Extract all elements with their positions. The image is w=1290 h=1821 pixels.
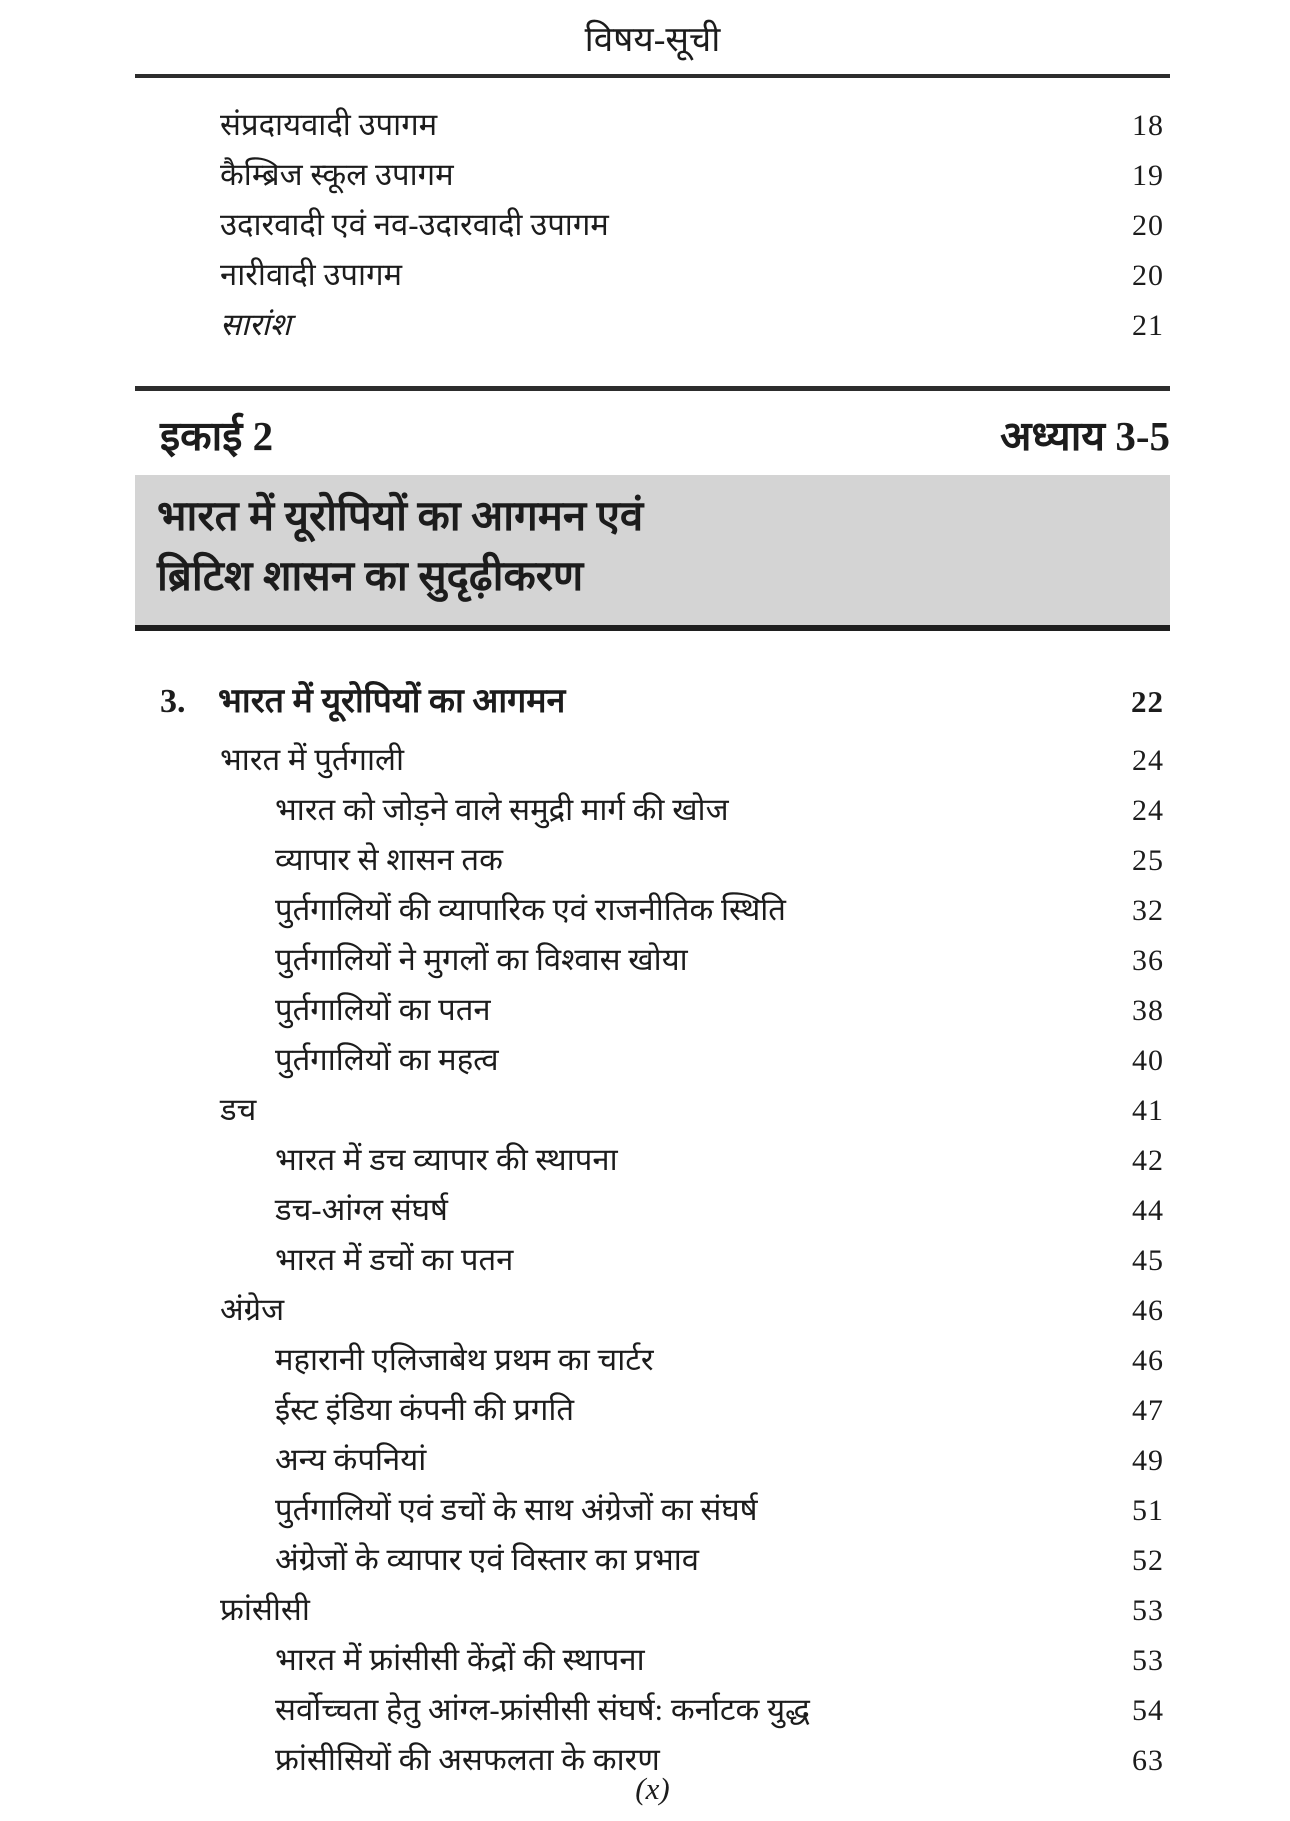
toc-entry-page: 24 bbox=[1132, 744, 1164, 777]
toc-row bbox=[135, 300, 1170, 350]
toc-entry-label: अंग्रेजों के व्यापार एवं विस्तार का प्रभाव bbox=[275, 1542, 700, 1577]
unit-title-band bbox=[135, 475, 1170, 625]
toc-entry-page: 53 bbox=[1132, 1594, 1164, 1627]
toc-row bbox=[135, 150, 1170, 200]
toc-row bbox=[135, 785, 1170, 835]
toc-entry-page: 47 bbox=[1132, 1394, 1164, 1427]
unit-header-row bbox=[135, 411, 1170, 461]
toc-row bbox=[135, 1035, 1170, 1085]
toc-entry-page: 20 bbox=[1132, 209, 1164, 242]
chapter-title: भारत में यूरोपियों का आगमन bbox=[218, 683, 566, 720]
toc-entry-page: 20 bbox=[1132, 259, 1164, 292]
toc-row bbox=[135, 1535, 1170, 1585]
toc-row bbox=[135, 1635, 1170, 1685]
unit-number-label: इकाई 2 bbox=[160, 413, 274, 459]
toc-entry-label: महारानी एलिजाबेथ प्रथम का चार्टर bbox=[275, 1342, 654, 1377]
toc-entry-page: 45 bbox=[1132, 1244, 1164, 1277]
toc-entry-page: 24 bbox=[1132, 794, 1164, 827]
toc-entries-list bbox=[135, 735, 1170, 1785]
toc-entry-label: डच-आंग्ल संघर्ष bbox=[275, 1192, 448, 1227]
toc-row bbox=[135, 250, 1170, 300]
toc-row bbox=[135, 935, 1170, 985]
toc-row bbox=[135, 1135, 1170, 1185]
band-bottom-rule bbox=[135, 625, 1170, 631]
toc-entry-label: पुर्तगालियों का महत्व bbox=[275, 1042, 499, 1077]
toc-entry-page: 32 bbox=[1132, 894, 1164, 927]
toc-row bbox=[135, 1335, 1170, 1385]
toc-entry-page: 49 bbox=[1132, 1444, 1164, 1477]
toc-entry-label: भारत में डच व्यापार की स्थापना bbox=[275, 1142, 618, 1177]
toc-entry-label: अन्य कंपनियां bbox=[275, 1442, 427, 1477]
toc-entry-label: उदारवादी एवं नव-उदारवादी उपागम bbox=[220, 207, 609, 242]
toc-entry-label: फ्रांसीसियों की असफलता के कारण bbox=[275, 1742, 660, 1777]
toc-entry-label: भारत को जोड़ने वाले समुद्री मार्ग की खोज bbox=[275, 792, 729, 827]
toc-row bbox=[135, 835, 1170, 885]
toc-entry-label: सर्वोच्चता हेतु आंग्ल-फ्रांसीसी संघर्ष: कर्नाटक युद्ध bbox=[275, 1692, 810, 1727]
toc-entry-label: सारांश bbox=[220, 307, 291, 342]
toc-entry-page: 46 bbox=[1132, 1294, 1164, 1327]
toc-entry-label: पुर्तगालियों ने मुगलों का विश्वास खोया bbox=[275, 942, 688, 977]
toc-row bbox=[135, 1085, 1170, 1135]
toc-entry-page: 54 bbox=[1132, 1694, 1164, 1727]
toc-entry-page: 19 bbox=[1132, 159, 1164, 192]
toc-entry-label: डच bbox=[220, 1092, 257, 1127]
toc-entry-page: 42 bbox=[1132, 1144, 1164, 1177]
toc-row bbox=[135, 1285, 1170, 1335]
toc-row bbox=[135, 1485, 1170, 1535]
toc-entry-page: 21 bbox=[1132, 309, 1164, 342]
toc-row bbox=[135, 735, 1170, 785]
chapter-number: 3. bbox=[160, 683, 186, 720]
toc-entry-page: 51 bbox=[1132, 1494, 1164, 1527]
toc-row bbox=[135, 985, 1170, 1035]
toc-entry-label: पुर्तगालियों एवं डचों के साथ अंग्रेजों का संघर्ष bbox=[275, 1492, 758, 1527]
toc-entry-page: 46 bbox=[1132, 1344, 1164, 1377]
toc-entry-page: 41 bbox=[1132, 1094, 1164, 1127]
toc-row bbox=[135, 1685, 1170, 1735]
toc-entry-label: संप्रदायवादी उपागम bbox=[220, 107, 438, 142]
toc-entry-page: 52 bbox=[1132, 1544, 1164, 1577]
toc-entry-page: 25 bbox=[1132, 844, 1164, 877]
toc-row bbox=[135, 1385, 1170, 1435]
toc-row bbox=[135, 200, 1170, 250]
unit-title-line2: ब्रिटिश शासन का सुदृढ़ीकरण bbox=[157, 554, 584, 600]
toc-entry-label: ईस्ट इंडिया कंपनी की प्रगति bbox=[275, 1392, 575, 1427]
toc-entry-page: 44 bbox=[1132, 1194, 1164, 1227]
chapter-heading-row bbox=[135, 679, 1170, 725]
folio-page-label: (x) bbox=[635, 1771, 670, 1806]
toc-row bbox=[135, 1585, 1170, 1635]
toc-entry-label: अंग्रेज bbox=[220, 1292, 285, 1327]
toc-entry-page: 36 bbox=[1132, 944, 1164, 977]
toc-row bbox=[135, 885, 1170, 935]
unit-top-rule bbox=[135, 386, 1170, 391]
toc-entry-page: 40 bbox=[1132, 1044, 1164, 1077]
toc-entry-page: 63 bbox=[1132, 1744, 1164, 1777]
toc-row bbox=[135, 100, 1170, 150]
toc-entry-page: 38 bbox=[1132, 994, 1164, 1027]
toc-entry-label: पुर्तगालियों की व्यापारिक एवं राजनीतिक स्थिति bbox=[275, 892, 786, 927]
chapter-range-label: अध्याय 3-5 bbox=[1000, 413, 1170, 459]
header-rule bbox=[135, 74, 1170, 78]
page-title: विषय-सूची bbox=[584, 20, 721, 59]
toc-row bbox=[135, 1235, 1170, 1285]
unit-title-line1: भारत में यूरोपियों का आगमन एवं bbox=[157, 494, 644, 540]
chapter-page-number: 22 bbox=[1131, 684, 1164, 719]
toc-row bbox=[135, 1185, 1170, 1235]
toc-entry-label: भारत में पुर्तगाली bbox=[220, 742, 405, 777]
toc-entry-label: पुर्तगालियों का पतन bbox=[275, 992, 491, 1027]
toc-entry-page: 53 bbox=[1132, 1644, 1164, 1677]
toc-entry-label: भारत में फ्रांसीसी केंद्रों की स्थापना bbox=[275, 1642, 645, 1677]
toc-entry-label: व्यापार से शासन तक bbox=[275, 842, 503, 877]
toc-entry-label: फ्रांसीसी bbox=[220, 1592, 310, 1627]
toc-entry-page: 18 bbox=[1132, 109, 1164, 142]
toc-entry-label: भारत में डचों का पतन bbox=[275, 1242, 514, 1277]
front-entries-list bbox=[135, 100, 1170, 350]
toc-entry-label: कैम्ब्रिज स्कूल उपागम bbox=[220, 157, 454, 192]
toc-entry-label: नारीवादी उपागम bbox=[220, 257, 403, 292]
toc-row bbox=[135, 1435, 1170, 1485]
